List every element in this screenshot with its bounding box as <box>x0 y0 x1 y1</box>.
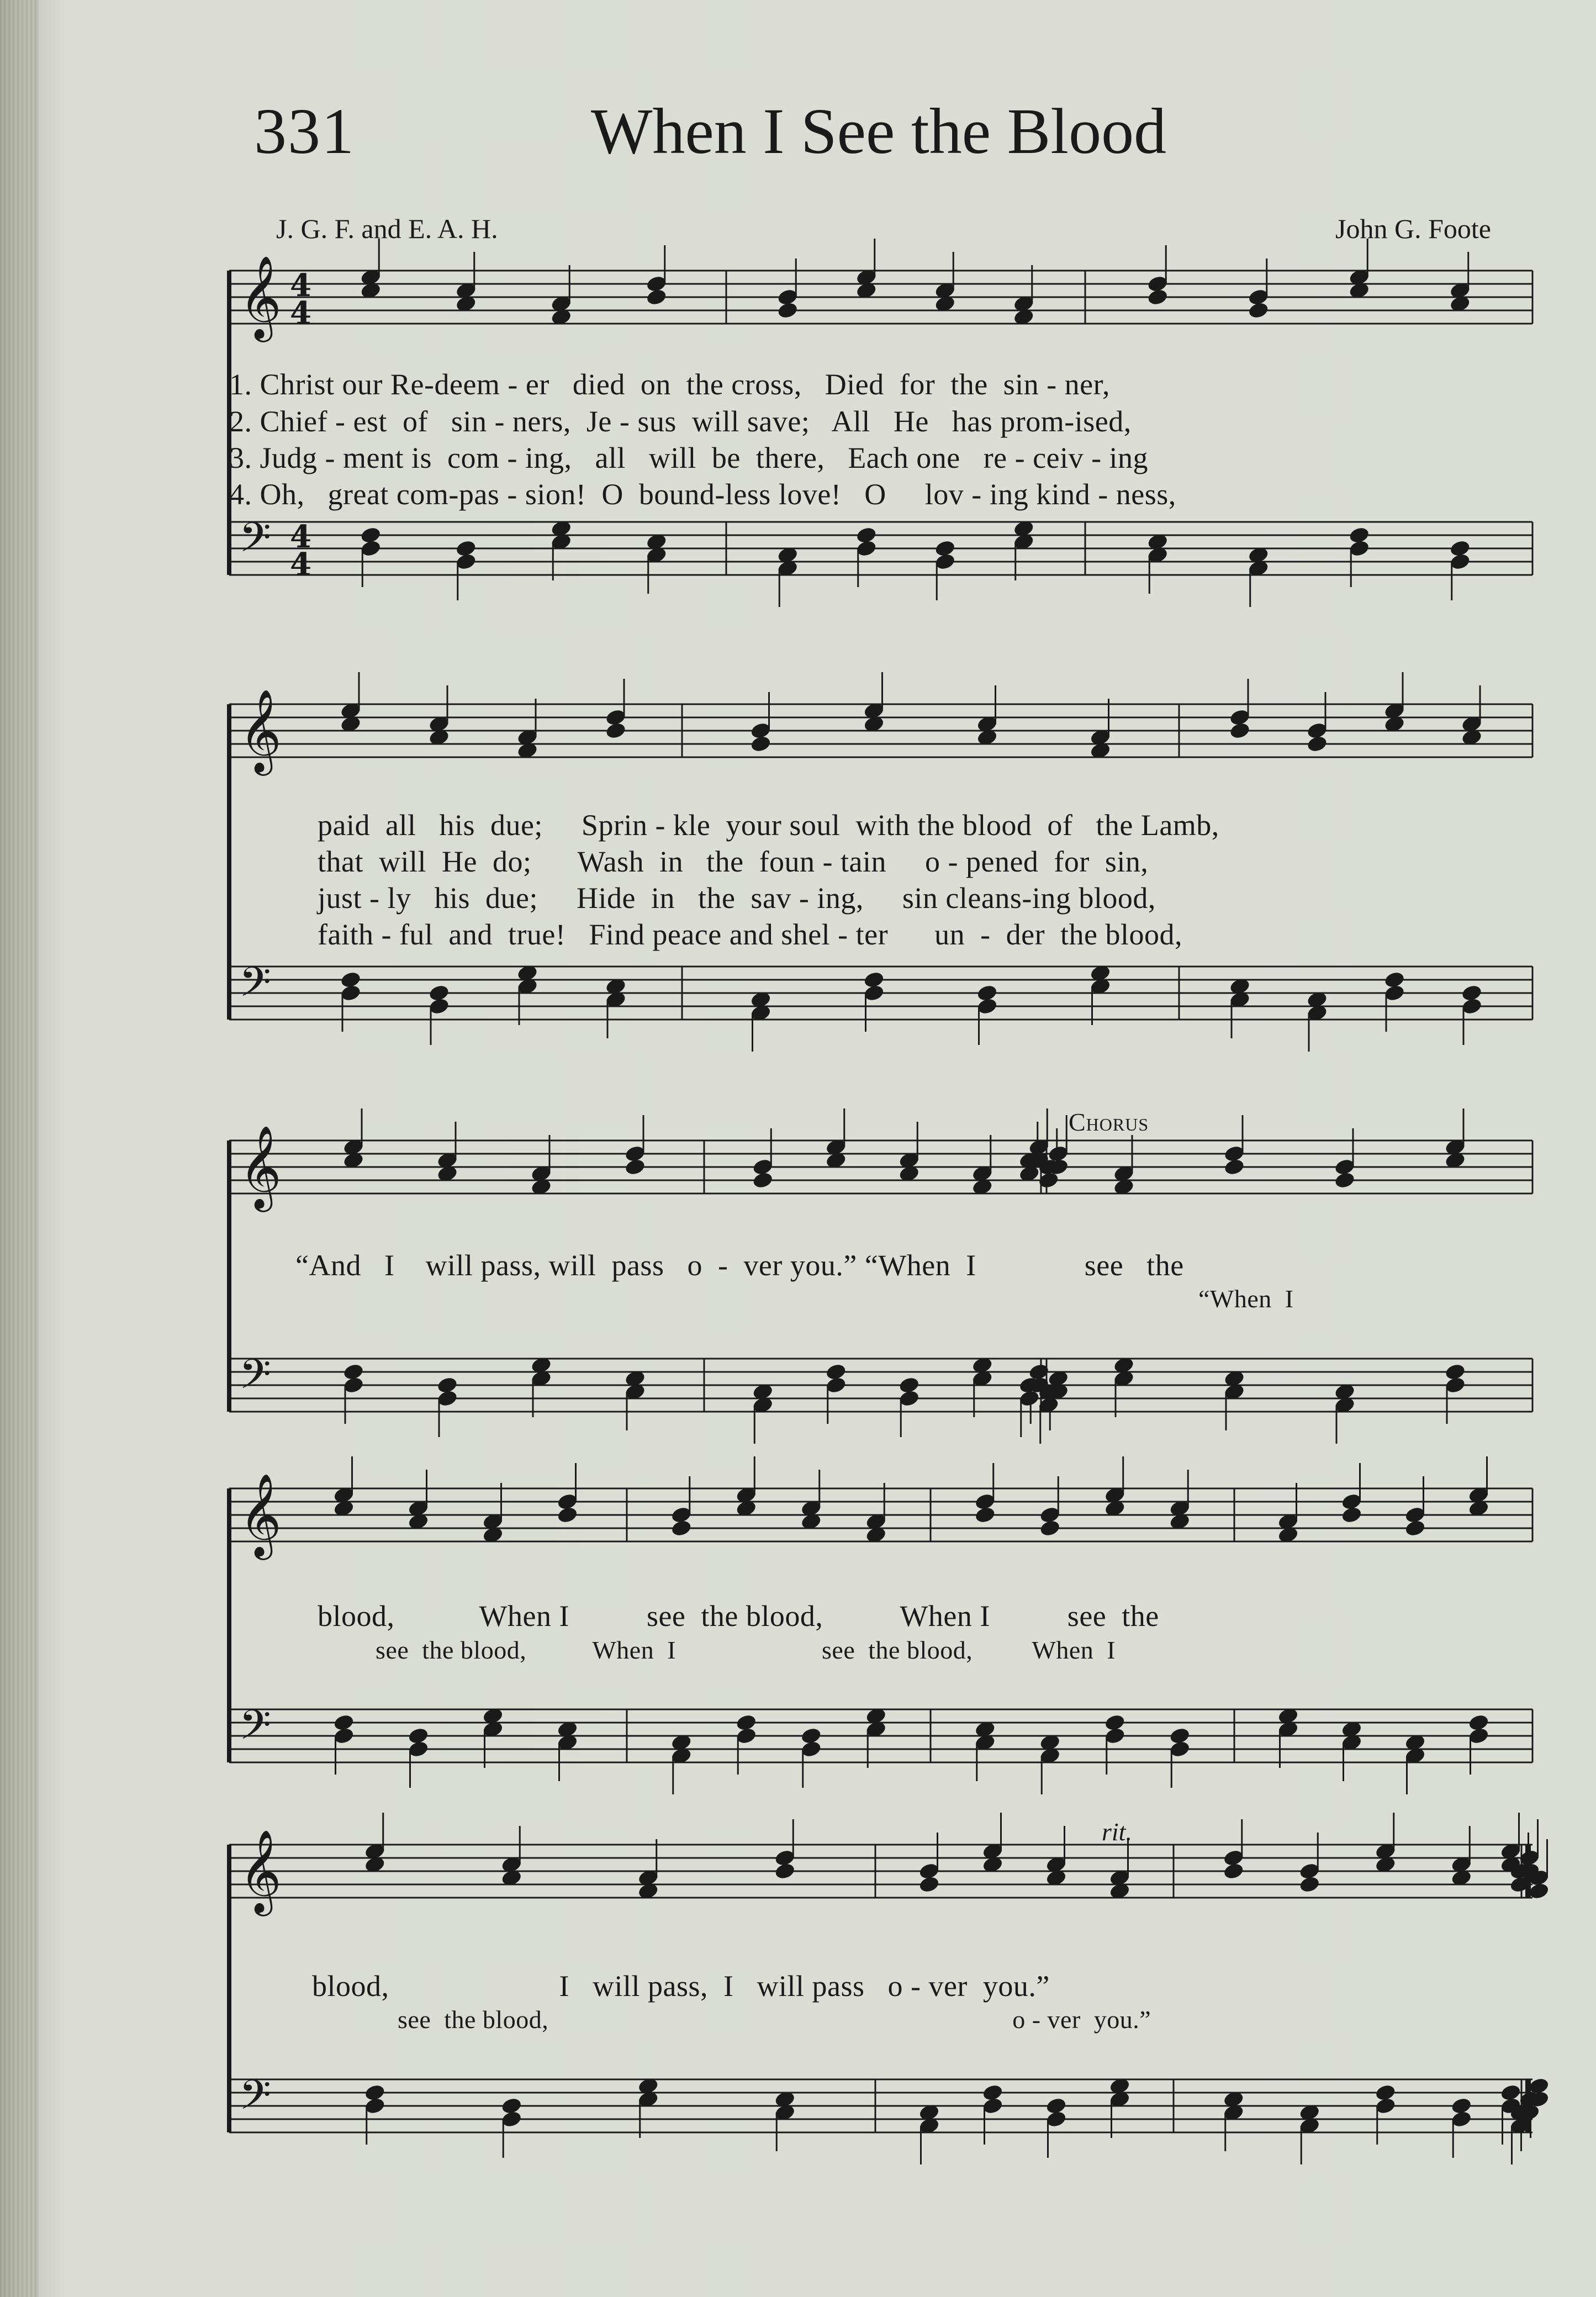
verse-1-line-1-text: 1. Christ our Re-deem - er died on the cross, Died for the sin - ner, <box>229 368 1110 401</box>
note-head-icon <box>1334 1171 1356 1190</box>
verse-3-line-1 <box>229 441 1538 477</box>
note-head-icon <box>1223 1158 1245 1176</box>
chorus-line-2-text: blood, When I see the blood, When I see the <box>318 1599 1159 1633</box>
time-signature-icon: 4 <box>290 295 311 331</box>
note-head-icon <box>1039 1519 1061 1538</box>
words-credit: J. G. F. and E. A. H. <box>276 213 498 244</box>
bass-clef-icon: 𝄢 <box>239 1350 271 1408</box>
verse-4-line-1 <box>229 477 1538 514</box>
verse-2-line-2 <box>229 844 1538 881</box>
hymn-header <box>254 83 1524 182</box>
verse-4-line-2 <box>229 917 1538 954</box>
note-head-icon <box>670 1519 693 1538</box>
treble-staff <box>229 1456 1532 1560</box>
verse-4-line-2-text: faith - ful and true! Find peace and shel - ter un - der the blood, <box>318 918 1183 951</box>
bass-staff <box>229 1350 1532 1444</box>
note-head-icon <box>1298 1875 1320 1894</box>
note-head-icon <box>1223 1862 1245 1881</box>
chorus-line-3-alto-text: see the blood, o - ver you.” <box>398 2005 1151 2034</box>
note-head-icon <box>752 1171 774 1190</box>
bass-staff <box>229 2071 1550 2164</box>
book-spine-edge <box>0 0 39 2297</box>
note-head-icon <box>974 1506 996 1524</box>
treble-staff <box>229 672 1532 776</box>
hymn-number: 331 <box>254 95 355 167</box>
treble-clef-icon: 𝄞 <box>239 1829 282 1913</box>
system-3 <box>229 1107 1538 1450</box>
chorus-line-1 <box>229 1248 1538 1285</box>
music-credit: John G. Foote <box>1335 213 1491 244</box>
note-head-icon <box>774 1862 796 1881</box>
treble-clef-icon: 𝄞 <box>239 688 282 772</box>
bass-staff <box>229 514 1532 607</box>
system-1 <box>229 255 1538 646</box>
treble-clef-icon: 𝄞 <box>239 255 282 339</box>
chorus-line-1-text: “And I will pass, will pass o - ver you.” “When I see the <box>295 1249 1184 1282</box>
chorus-line-1-alto-text: “When I <box>1198 1285 1294 1313</box>
treble-staff <box>229 1813 1550 1916</box>
verse-3-line-2-text: just - ly his due; Hide in the sav - ing, sin cleans-ing blood, <box>318 881 1156 915</box>
treble-clef-icon: 𝄞 <box>239 1124 282 1208</box>
verse-1-line-2-text: paid all his due; Sprin - kle your soul with the blood of the Lamb, <box>318 809 1219 842</box>
time-signature-icon: 4 <box>290 267 311 304</box>
time-signature-icon: 4 <box>290 519 311 555</box>
chorus-label: Chorus <box>1069 1108 1149 1136</box>
verse-3-line-2 <box>229 881 1538 917</box>
note-head-icon <box>749 735 771 753</box>
chorus-line-2-alto <box>229 1635 1538 1672</box>
verse-1-line-2 <box>229 808 1538 844</box>
treble-staff <box>229 239 1532 342</box>
system-5 <box>229 1817 1538 2193</box>
note-head-icon <box>624 1158 646 1176</box>
bass-clef-icon: 𝄢 <box>239 2071 271 2129</box>
verse-4-line-1-text: 4. Oh, great com-pas - sion! O bound-less love! O lov - ing kind - ness, <box>229 478 1176 511</box>
bass-staff <box>229 1701 1532 1794</box>
chorus-line-2 <box>229 1599 1538 1635</box>
bass-clef-icon: 𝄢 <box>239 1701 271 1759</box>
bass-staff <box>229 958 1532 1052</box>
note-head-icon <box>1340 1506 1362 1524</box>
note-head-icon <box>646 288 668 307</box>
treble-staff <box>229 1108 1532 1212</box>
verse-3-line-1-text: 3. Judg - ment is com - ing, all will be there, Each one re - ceiv - ing <box>229 441 1149 474</box>
system-4 <box>229 1472 1538 1831</box>
verse-2-line-2-text: that will He do; Wash in the foun - tain o - pened for sin, <box>318 845 1149 878</box>
time-signature-icon: 4 <box>290 546 311 583</box>
chorus-line-3 <box>229 1969 1538 2005</box>
system-2 <box>229 688 1538 1080</box>
verse-2-line-1-text: 2. Chief - est of sin - ners, Je - sus will save; All He has prom-ised, <box>229 405 1132 438</box>
chorus-line-2-alto-text: see the blood, When I see the blood, When I <box>376 1636 1116 1664</box>
note-head-icon <box>776 301 799 320</box>
note-head-icon <box>1229 721 1251 740</box>
chorus-line-1-alto <box>229 1284 1538 1321</box>
note-head-icon <box>556 1506 578 1524</box>
bass-clef-icon: 𝄢 <box>239 958 271 1016</box>
note-head-icon <box>1306 735 1328 753</box>
note-head-icon <box>1404 1519 1426 1538</box>
note-head-icon <box>1248 301 1270 320</box>
tempo-marking-rit: rit. <box>1102 1818 1132 1846</box>
treble-clef-icon: 𝄞 <box>239 1472 282 1556</box>
note-head-icon <box>918 1875 940 1894</box>
verse-1-line-1 <box>229 367 1538 404</box>
bass-clef-icon: 𝄢 <box>239 514 271 572</box>
note-head-icon <box>1146 288 1169 307</box>
verse-2-line-1 <box>229 404 1538 441</box>
chorus-line-3-text: blood, I will pass, I will pass o - ver you.” <box>312 1969 1050 2003</box>
note-head-icon <box>605 721 627 740</box>
credits <box>276 213 1491 246</box>
chorus-line-3-alto <box>229 2005 1538 2041</box>
hymn-title: When I See the Blood <box>591 95 1167 167</box>
